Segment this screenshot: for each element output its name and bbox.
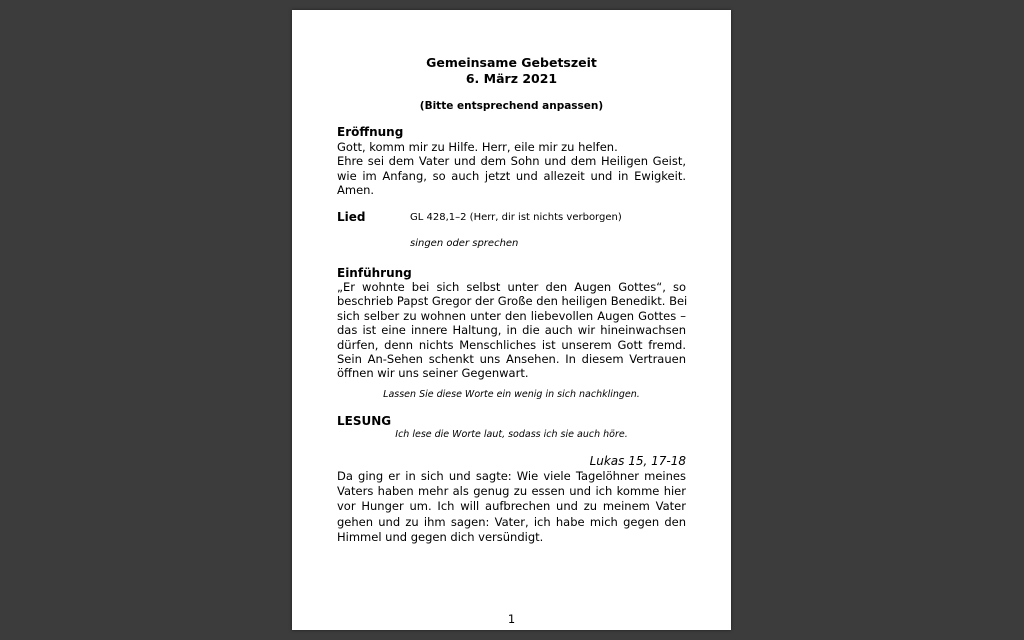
reading-text: [337, 469, 686, 545]
text-line: Vaters haben mehr als genug zu essen und ich komme hier: [337, 484, 686, 499]
text-line: Da ging er in sich und sagte: Wie viele Tagelöhner meines: [337, 469, 686, 483]
reading-reference: Lukas 15, 17-18: [589, 454, 686, 468]
adjust-note: (Bitte entsprechend anpassen): [419, 100, 604, 112]
text-line: Sein An-Sehen schenkt uns Ansehen. In diesem Vertrauen: [337, 352, 686, 367]
opening-text: [337, 140, 686, 198]
text-line: Amen.: [337, 183, 375, 198]
text-line: „Er wohnte bei sich selbst unter den Augen Gottes“, so: [337, 280, 686, 294]
text-line: Ehre sei dem Vater und dem Sohn und dem Heiligen Geist,: [337, 154, 686, 169]
song-instruction: singen oder sprechen: [410, 238, 519, 249]
pause-note: Lassen Sie diese Worte ein wenig in sich nachklingen.: [383, 389, 640, 400]
introduction-text: [337, 280, 686, 381]
text-line: Gott, komm mir zu Hilfe. Herr, eile mir zu helfen.: [337, 140, 618, 154]
text-line: Himmel und gegen dich versündigt.: [337, 529, 544, 544]
document-title: Gemeinsame Gebetszeit: [426, 55, 597, 70]
reading-heading: LESUNG: [337, 414, 392, 428]
text-line: öffnen wir uns seiner Gegenwart.: [337, 366, 529, 381]
document-date: 6. März 2021: [465, 71, 558, 86]
document-page: [292, 10, 731, 630]
page-number: 1: [507, 612, 516, 626]
text-line: gehen und zu ihm sagen: Vater, ich habe mich gegen den: [337, 514, 686, 529]
text-line: beschrieb Papst Gregor der Große den heiligen Benedikt. Bei: [337, 294, 688, 309]
text-line: vor Hunger um. Ich will aufbrechen und zu meinem Vater: [337, 499, 686, 514]
opening-heading: Eröffnung: [337, 125, 404, 139]
text-line: wie im Anfang, so auch jetzt und allezeit und in Ewigkeit.: [337, 168, 686, 183]
song-heading: Lied: [337, 210, 366, 224]
text-line: das ist eine innere Haltung, in die auch wir hineinwachsen: [337, 323, 686, 338]
text-line: sich selber zu wohnen unter den liebevollen Augen Gottes –: [337, 308, 686, 323]
reading-instruction: Ich lese die Worte laut, sodass ich sie auch höre.: [395, 429, 628, 440]
introduction-heading: Einführung: [337, 266, 412, 280]
text-line: dürfen, denn nichts Menschliches ist unserem Gott fremd.: [337, 337, 686, 352]
song-reference: GL 428,1–2 (Herr, dir ist nichts verborgen): [410, 212, 622, 223]
